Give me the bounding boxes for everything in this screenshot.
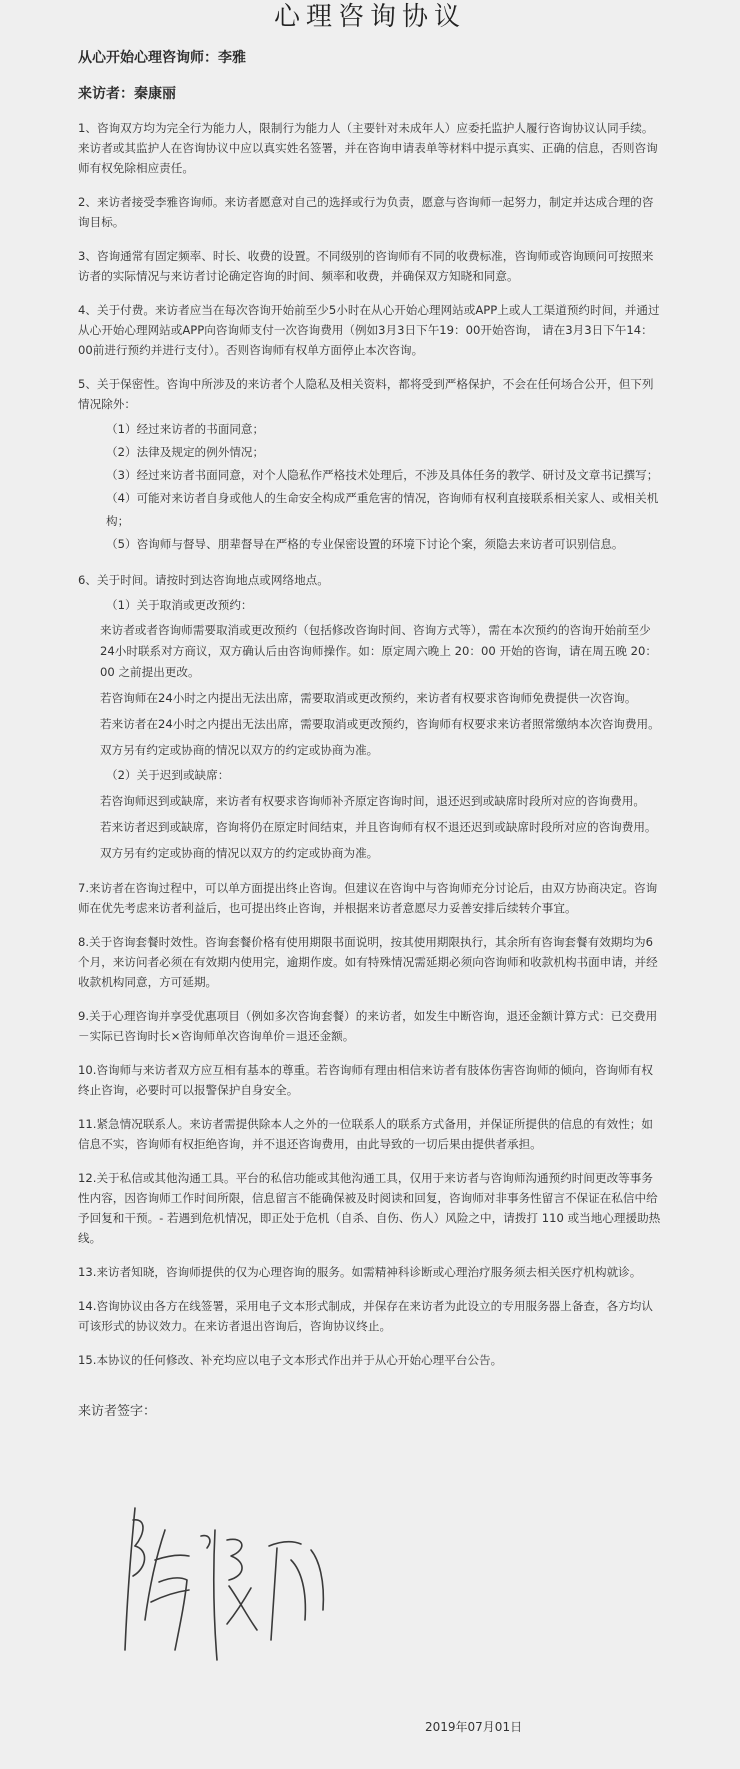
- clause-9: 9.关于心理咨询并享受优惠项目（例如多次咨询套餐）的来访者，如发生中断咨询，退还金额计算方式：已交费用－实际已咨询时长×咨询师单次咨询单价＝退还金额。: [78, 1009, 658, 1043]
- clause-8: 8.关于咨询套餐时效性。咨询套餐价格有使用期限书面说明，按其使用期限执行，其余所有咨询套餐有效期均为6个月，来访问者必须在有效期内使用完，逾期作废。如有特殊情况需延期必须向咨询师和收款机构书面申请，并经收款机构同意，方可延期。: [78, 935, 658, 989]
- counselor-line: 从心开始心理咨询师：李雅: [78, 50, 246, 66]
- clause-6-intro: 6、关于时间。请按时到达咨询地点或网络地点。: [78, 573, 329, 587]
- clause-1: 1、咨询双方均为完全行为能力人，限制行为能力人（主要针对未成年人）应委托监护人履行咨询协议认同手续。来访者或其监护人在咨询协议中应以真实姓名签署，并在咨询申请表单等材料中提示真实、正确的信息，否则咨询师有权免除相应责任。: [78, 121, 658, 175]
- list-item: （2）法律及规定的例外情况；: [106, 445, 265, 459]
- clause-6-sub1-para: 来访者或者咨询师需要取消或更改预约（包括修改咨询时间、咨询方式等），需在本次预约的咨询开始前至少24小时联系对方商议，双方确认后由咨询师操作。如：原定周六晚上 20：00 开始的咨询，请在周五晚 20：00 之前提出更改。: [100, 623, 658, 679]
- clause-10: 10.咨询师与来访者双方应互相有基本的尊重。若咨询师有理由相信来访者有肢体伤害咨询师的倾向，咨询师有权终止咨询，必要时可以报警保护自身安全。: [78, 1063, 653, 1097]
- clause-5: [78, 374, 662, 556]
- clause-11: 11.紧急情况联系人。来访者需提供除本人之外的一位联系人的联系方式备用，并保证所提供的信息的有效性；如信息不实，咨询师有权拒绝咨询，并不退还咨询费用，由此导致的一切后果由提供者承担。: [78, 1117, 653, 1151]
- list-item: （1）经过来访者的书面同意；: [106, 422, 265, 436]
- clause-6-sub2-para: 若来访者迟到或缺席，咨询将仍在原定时间结束，并且咨询师有权不退还迟到或缺席时段所对应的咨询费用。: [100, 820, 657, 834]
- clause-2: 2、来访者接受李雅咨询师。来访者愿意对自己的选择或行为负责，愿意与咨询师一起努力，制定并达成合理的咨询目标。: [78, 195, 654, 229]
- clause-6: [78, 570, 662, 864]
- clause-15: 15.本协议的任何修改、补充均应以电子文本形式作出并于从心开始心理平台公告。: [78, 1353, 503, 1367]
- clause-6-sub2-para: 双方另有约定或协商的情况以双方的约定或协商为准。: [100, 846, 379, 860]
- clause-12: 12.关于私信或其他沟通工具。平台的私信功能或其他沟通工具，仅用于来访者与咨询师沟通预约时间更改等事务性内容，因咨询师工作时间所限，信息留言不能确保被及时阅读和回复，咨询师对非事务性留言不保证在私信中给予回复和干预。- 若遇到危机情况，即正处于危机（自杀、自伤、伤人）风险之中，请拨打 110 或当地心理援助热线。: [78, 1171, 661, 1245]
- clause-5-exceptions: [78, 418, 662, 556]
- clause-7: 7.来访者在咨询过程中，可以单方面提出终止咨询。但建议在咨询中与咨询师充分讨论后，由双方协商决定。咨询师在优先考虑来访者利益后，也可提出终止咨询，并根据来访者意愿尽力妥善安排后续转介事宜。: [78, 881, 658, 915]
- clause-6-sub1-para: 若来访者在24小时之内提出无法出席，需要取消或更改预约，咨询师有权要求来访者照常缴纳本次咨询费用。: [100, 717, 660, 731]
- clause-6-sub2-title: （2）关于迟到或缺席：: [106, 768, 230, 782]
- list-item: （4）可能对来访者自身或他人的生命安全构成严重危害的情况，咨询师有权利直接联系相关家人、或相关机构；: [106, 491, 659, 528]
- document-title: 心理咨询协议: [273, 2, 466, 32]
- list-item: （3）经过来访者书面同意，对个人隐私作严格技术处理后，不涉及具体任务的教学、研讨及文章书记撰写；: [106, 468, 659, 482]
- handwritten-signature: [105, 1490, 335, 1670]
- clause-6-sub1-para: 若咨询师在24小时之内提出无法出席，需要取消或更改预约，来访者有权要求咨询师免费提供一次咨询。: [100, 691, 637, 705]
- clause-14: 14.咨询协议由各方在线签署，采用电子文本形式制成，并保存在来访者为此设立的专用服务器上备查，各方均认可该形式的协议效力。在来访者退出咨询后，咨询协议终止。: [78, 1299, 653, 1333]
- list-item: （5）咨询师与督导、朋辈督导在严格的专业保密设置的环境下讨论个案，须隐去来访者可识别信息。: [106, 537, 624, 551]
- clause-5-intro: 5、关于保密性。咨询中所涉及的来访者个人隐私及相关资料，都将受到严格保护，不会在任何场合公开，但下列情况除外：: [78, 377, 654, 411]
- signature-label: 来访者签字：: [78, 1404, 157, 1419]
- clause-4: 4、关于付费。来访者应当在每次咨询开始前至少5小时在从心开始心理网站或APP上或人工渠道预约时间，并通过从心开始心理网站或APP向咨询师支付一次咨询费用（例如3月3日下午19：00开始咨询， 请在3月3日下午14：00前进行预约并进行支付）。否则咨询师有权单方面停止本次咨询。: [78, 303, 660, 357]
- clause-13: 13.来访者知晓，咨询师提供的仅为心理咨询的服务。如需精神科诊断或心理治疗服务须去相关医疗机构就诊。: [78, 1265, 642, 1279]
- signing-date: 2019年07月01日: [425, 1720, 523, 1734]
- clause-3: 3、咨询通常有固定频率、时长、收费的设置。不同级别的咨询师有不同的收费标准，咨询师或咨询顾问可按照来访者的实际情况与来访者讨论确定咨询的时间、频率和收费，并确保双方知晓和同意。: [78, 249, 654, 283]
- clause-6-sub2-para: 若咨询师迟到或缺席，来访者有权要求咨询师补齐原定咨询时间，退还迟到或缺席时段所对应的咨询费用。: [100, 794, 645, 808]
- visitor-line: 来访者：秦康丽: [78, 86, 176, 102]
- clause-6-sub1-title: （1）关于取消或更改预约：: [106, 598, 253, 612]
- clause-6-sub1-para: 双方另有约定或协商的情况以双方的约定或协商为准。: [100, 743, 379, 757]
